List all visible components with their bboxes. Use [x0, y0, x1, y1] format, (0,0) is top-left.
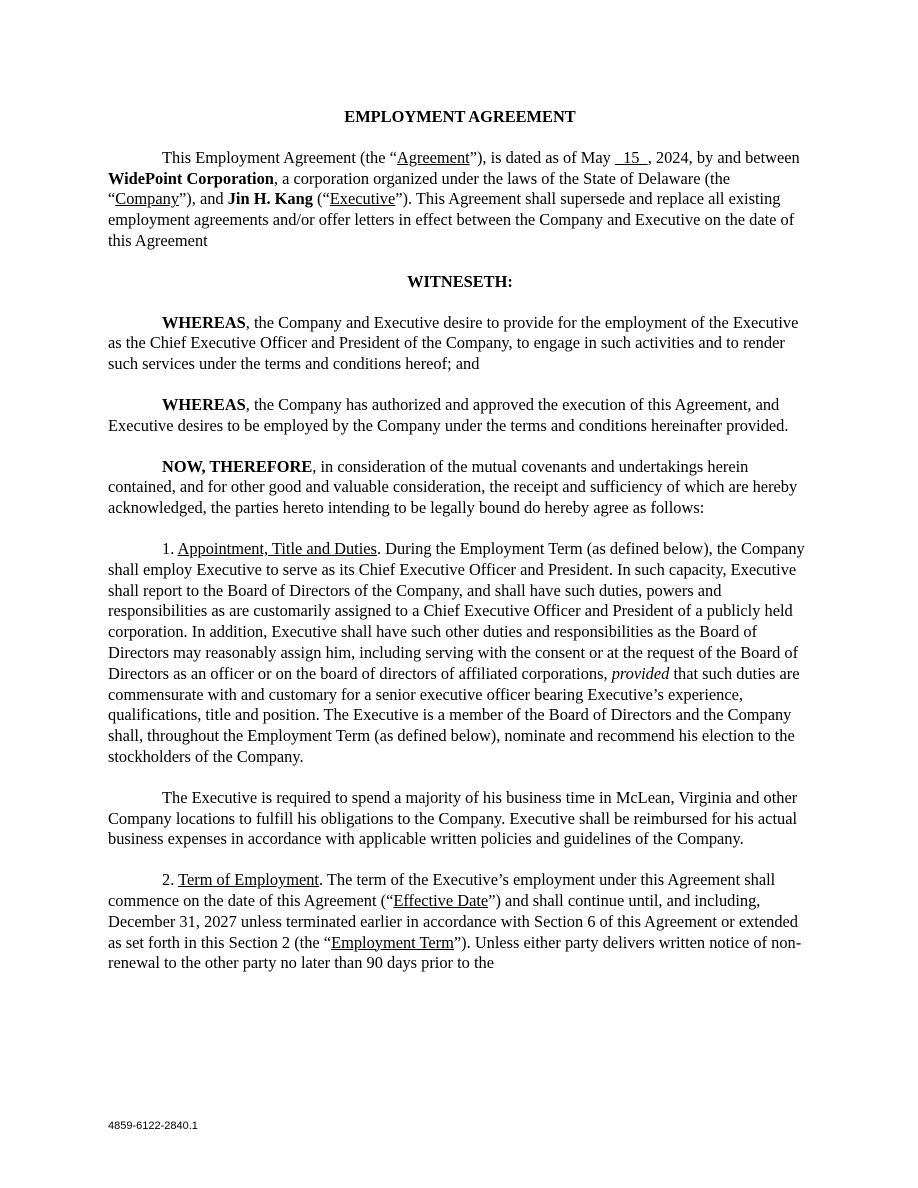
- section-text: . During the Employment Term (as defined below), the Company shall employ Executive to serve as its Chief Executive Officer and President. In such capacity, Executive shall report to the Board of Directors of the Company, and shall have such duties, powers and responsibilities as are customarily assigned to a Chief Executive Officer and President of a publicly held corporation. In addition, Executive shall have such other duties and responsibilities as the Board of Directors may reasonably assign him, including serving with the consent or at the request of the Board of Directors as an officer or on the board of directors of affiliated corporations,: [108, 538, 805, 683]
- intro-text: ”). This Agreement shall supersede and replace all existing employment agreements and/or offer letters in effect between the Company and Executive on the date of this Agreement: [108, 189, 795, 250]
- section-text: ”) and shall continue until, and including, December 31, 2027 unless terminated earlier in accordance with Section 6 of this Agreement or extended as set forth in this Section 2 (the “: [108, 890, 798, 952]
- intro-text: ”), and: [179, 189, 228, 209]
- date-day-blank: 15: [614, 147, 648, 167]
- now-therefore-paragraph: [108, 457, 812, 519]
- defined-term-agreement: Agreement: [396, 147, 470, 167]
- provided-term: provided: [611, 663, 670, 683]
- section-heading: Term of Employment: [178, 870, 319, 890]
- defined-term-effective-date: Effective Date: [393, 890, 489, 910]
- whereas-text: , the Company and Executive desire to provide for the employment of the Executive as the Chief Executive Officer and President of the Company, to engage in such activities and to render such services under the terms and conditions hereof; and: [108, 312, 799, 374]
- section-number: 2.: [162, 870, 179, 890]
- section-1-paragraph: [108, 539, 812, 768]
- section-number: 1.: [162, 538, 178, 558]
- witnesseth-heading: WITNESETH:: [407, 271, 513, 291]
- document-body: [108, 107, 812, 994]
- now-therefore-text: , in consideration of the mutual covenants and undertakings herein contained, and for other good and valuable consideration, the receipt and sufficiency of which are hereby acknowledged, the parties hereto intending to be legally bound do hereby agree as follows:: [108, 456, 798, 518]
- intro-text: (“: [312, 189, 330, 209]
- intro-text: , 2024, by and between: [647, 147, 800, 167]
- section-text: that such duties are commensurate with and customary for a senior executive officer bearing Executive’s experience, qualifications, title and position. The Executive is a member of the Board of Directors and the Company shall, throughout the Employment Term (as defined below), nominate and recommend his election to the stockholders of the Company.: [108, 663, 800, 766]
- intro-text: , a corporation organized under the laws of the State of Delaware (the “: [108, 168, 731, 209]
- company-name: WidePoint Corporation: [108, 168, 274, 188]
- intro-text: ”), is dated as of May: [469, 147, 615, 167]
- section-heading: Appointment, Title and Duties: [177, 538, 377, 558]
- whereas-paragraph-1: [108, 313, 812, 375]
- now-therefore-lead: NOW, THEREFORE: [162, 456, 313, 476]
- section-1-continuation: The Executive is required to spend a majority of his business time in McLean, Virginia and other Company locations to fulfill his obligations to the Company. Executive shall be reimbursed for his actual business expenses in accordance with applicable written policies and guidelines of the Company.: [108, 787, 798, 849]
- intro-text: This Employment Agreement (the “: [162, 147, 397, 167]
- defined-term-company: Company: [115, 189, 180, 209]
- whereas-paragraph-2: [108, 395, 812, 437]
- whereas-lead: WHEREAS: [162, 394, 246, 414]
- whereas-lead: WHEREAS: [162, 312, 246, 332]
- section-2-paragraph: [108, 870, 812, 974]
- whereas-text: , the Company has authorized and approved the execution of this Agreement, and Executive desires to be employed by the Company under the terms and conditions hereinafter provided.: [108, 394, 789, 435]
- section-text: ”). Unless either party delivers written notice of non-renewal to the other party no later than 90 days prior to the: [108, 932, 802, 973]
- section-text: . The term of the Executive’s employment under this Agreement shall commence on the date of this Agreement (“: [108, 870, 776, 910]
- document-title: EMPLOYMENT AGREEMENT: [344, 107, 576, 126]
- defined-term-employment-term: Employment Term: [331, 932, 454, 952]
- intro-paragraph: [108, 148, 812, 252]
- executive-name: Jin H. Kang: [227, 189, 313, 209]
- document-id-footer: 4859-6122-2840.1: [108, 1120, 198, 1132]
- defined-term-executive: Executive: [329, 189, 396, 209]
